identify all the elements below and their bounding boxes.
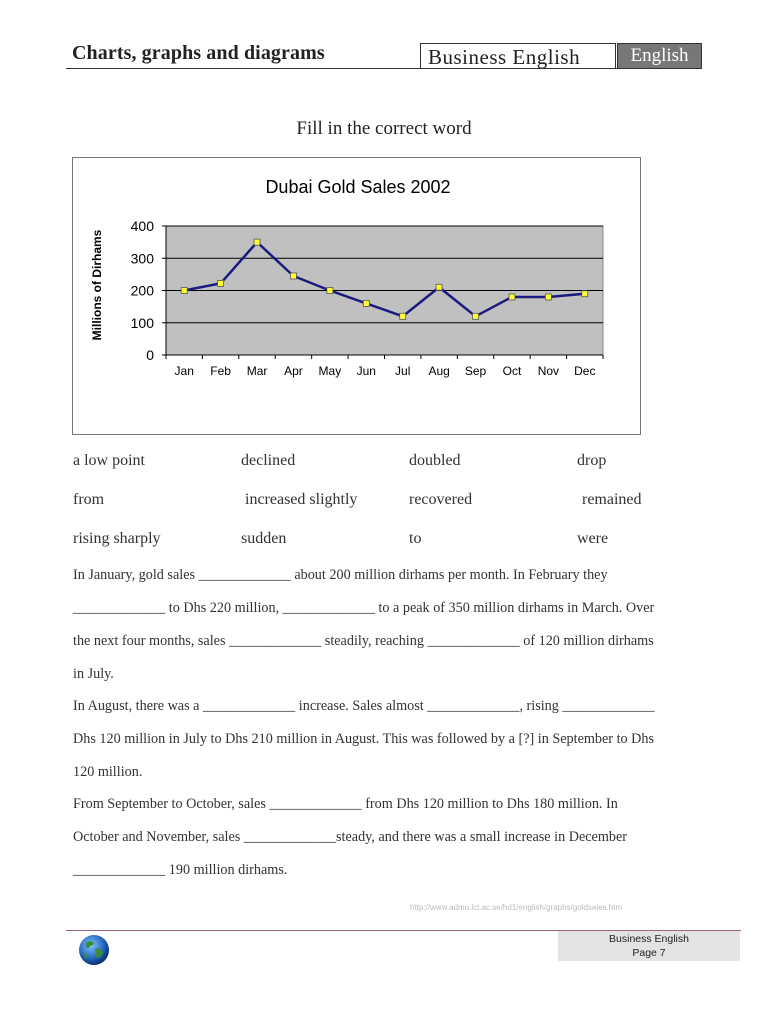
y-tick-label: 0 [146,347,154,363]
globe-icon [78,934,110,966]
word-bank-option: rising sharply [73,530,161,547]
y-tick-label: 400 [130,218,154,234]
chart-frame [72,157,641,435]
instruction-heading: Fill in the correct word [296,118,472,139]
source-url: http://www.admo.lct.ac.se/hd1/english/graphs/goldsales.htm [410,903,623,912]
paragraph-line: From September to October, sales _____________ from Dhs 120 million to Dhs 180 million. In [73,796,618,812]
word-bank-option: sudden [241,530,287,547]
paragraph-line: _____________ 190 million dirhams. [73,862,288,878]
x-tick-label: May [318,364,342,378]
x-tick-label: Mar [246,364,268,378]
chart-y-axis-label: Millions of Dirhams [90,229,104,341]
data-point [473,313,479,319]
paragraph-line: _____________ to Dhs 220 million, _____________ to a peak of 350 million dirhams in March. Over [73,600,655,616]
paragraph-line: the next four months, sales _____________ steadily, reaching _____________ of 120 million dirhams [73,633,654,649]
x-tick-label: Nov [537,364,560,378]
gold-sales-chart [73,158,640,434]
data-point [218,280,224,286]
data-point [509,294,515,300]
x-tick-label: Jul [395,364,411,378]
x-tick-label: Dec [574,364,596,378]
paragraph-line: In January, gold sales _____________ about 200 million dirhams per month. In February they [73,567,608,583]
paragraph-line: In August, there was a _____________ increase. Sales almost _____________, rising _____________ [73,698,655,714]
course-label: Business English [420,43,616,69]
data-point [181,288,187,294]
data-point [400,313,406,319]
data-point [545,294,551,300]
language-tag: English [617,43,702,69]
data-point [582,291,588,297]
y-tick-label: 100 [130,314,154,331]
x-tick-label: Aug [428,364,450,378]
x-tick-label: Sep [464,364,487,378]
word-bank-option: increased slightly [245,491,358,508]
x-tick-label: Apr [284,364,303,378]
data-point [290,273,296,279]
paragraph-line: 120 million. [73,764,143,780]
footer-box [558,931,740,961]
paragraph-september [73,796,703,892]
paragraph-august [73,698,703,794]
data-point [363,300,369,306]
word-bank-option: to [409,530,422,547]
word-bank-option: recovered [409,491,473,508]
y-tick-label: 300 [130,250,154,267]
x-tick-label: Oct [502,364,522,378]
paragraph-line: Dhs 120 million in July to Dhs 210 million in August. This was followed by a [?] in September to Dhs [73,731,655,747]
footer-course: Business English [609,933,689,945]
x-tick-label: Jun [356,364,376,378]
paragraph-line: in July. [73,666,114,682]
paragraph-january [73,567,703,697]
data-point [327,288,333,294]
x-tick-label: Feb [210,364,231,378]
section-title: Charts, graphs and diagrams [72,42,325,64]
footer-page-number: Page 7 [632,947,666,959]
word-bank-option: declined [241,452,296,469]
word-bank-option: remained [582,491,642,508]
word-bank-option: doubled [409,452,461,469]
data-point [254,239,260,245]
word-bank-option: from [73,491,105,508]
paragraph-line: October and November, sales _____________steady, and there was a small increase in December [73,829,627,845]
y-tick-label: 200 [130,282,154,299]
x-tick-label: Jan [174,364,194,378]
word-bank-option: drop [577,452,607,469]
word-bank-option: a low point [73,452,145,469]
chart-title: Dubai Gold Sales 2002 [265,177,451,197]
data-point [436,284,442,290]
word-bank-option: were [577,530,609,547]
